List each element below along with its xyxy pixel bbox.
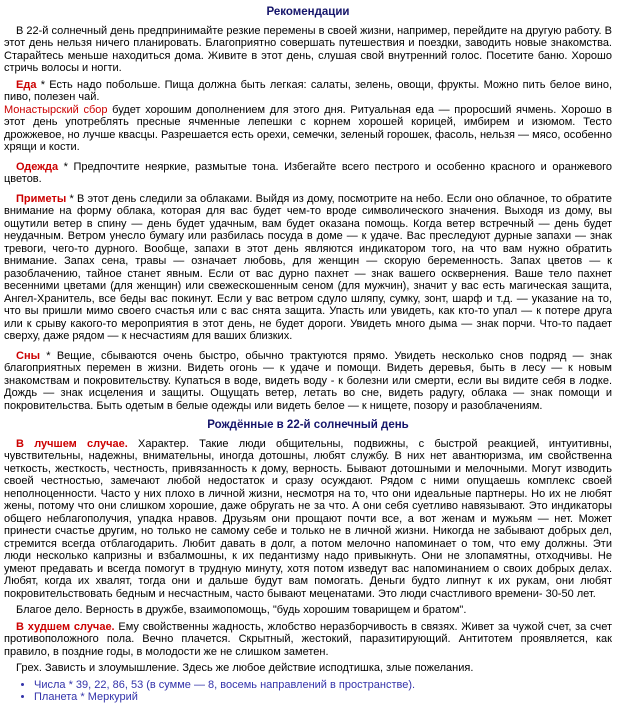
- dreams-text: * Вещие, сбываются очень быстро, обычно трактуются прямо. Увидеть несколько снов подряд — знак благоприятных перемен в жизни. Видеть огонь — к удаче и помощи. Видеть деревья, быть в лесу — к новым знакомствам и покровительству. Купаться в воде, видеть воду - к болезни или смерти, если вы видите себя в лодке. Дождь — знак исцеления и защиты. Ощущать ветер, летать во сне, видеть радугу, облака — знак помощи и покровительства. Быть одетым в белые одежды или видеть белое — к нищете, позору и разоблачениям.: [4, 349, 612, 412]
- omens-section: [4, 193, 612, 343]
- recommendations-heading: Рекомендации: [266, 6, 350, 18]
- attributes-list: [4, 679, 612, 704]
- intro-paragraph: В 22-й солнечный день предпринимайте резкие перемены в своей жизни, например, перейдите на другую работу. В этот день нельзя ничего планировать. Благоприятно совершать путешествия и поездки, заводить новые знакомства. Старайтесь меньше находиться дома. Живите в этот день, слушая свой внутренний голос. Посетите баню. Хорошо стричь волосы и ногти.: [4, 24, 612, 74]
- worst-case-paragraph: [4, 621, 612, 659]
- best-case-label: В лучшем случае.: [16, 437, 128, 450]
- best-case-note: Благое дело. Верность в дружбе, взаимопомощь, "будь хорошим товарищем и братом".: [16, 604, 467, 616]
- food-text-2: будет хорошим дополнением для этого дня. Ритуальная еда — проросший ячмень. Хорошо в этот день употреблять пресные ячменные лепешки с корнем хорошей корицей, имбирем и изюмом. Тесто дрожжевое, но лучше квасцы. Разрешается есть орехи, семечки, зеленый горошек, фасоль, нельзя — мясо, особенно хрящи и кости.: [4, 103, 612, 153]
- worst-case-label: В худшем случае.: [16, 620, 115, 633]
- clothes-text: * Предпочтите неяркие, размытые тона. Избегайте всего пестрого и особенно красного и оранжевого цветов.: [4, 160, 612, 185]
- clothes-label: Одежда: [16, 160, 59, 173]
- list-item-planet: • Планета * Меркурий: [34, 691, 612, 704]
- monastery-tea-link[interactable]: Монастырский сбор: [4, 103, 108, 116]
- worst-case-text: Ему свойственны жадность, жлобство неразборчивость в связях. Живет за чужой счет, за счет противоположного пола. Вечно плачется. Скрытный, жестокий, паразитирующий. Антитотем проявляется, как правило, в поздние годы, в молодости же не слишком заметен.: [4, 620, 612, 658]
- best-case-text: Характер. Такие люди общительны, подвижны, с быстрой реакцией, интуитивны, чувствительны, надежны, внимательны, иногда дотошны, любят службу. В них нет авантюризма, им свойственна четкость, жесткость, честность, привязанность к дому, верность. Бывают дотошными и мелочными. Могут изводить своей честностью, замечают любой недостаток и сразу осуждают. Рядом с ними опущаешь комплекс своей неполноценности. Часто у них плохо в личной жизни, несмотря на то, что они идеальные партнеры. Но их не любят жены, потому что они слишком хорошие, даже обругать не за что. А они себя суетливо навязывают. Это индикаторы общего неблагополучия, упадка нравов. Друзьям они прощают почти все, а вот женам и мужьям — нет. Может принести счастье другим, но только не самому себе и только не в личной жизни. Никогда не забывают добрых дел, стремится всегда отблагодарить. Любит давать в долг, а потом мелочно напоминает о том, что ему должны. Эти люди несколько капризны и взбалмошны, к их педантизму надо привыкнуть. Они не злопамятны, отходчивы. Не умеют предавать и всегда помогут в трудную минуту, хотя потом изведут вас напоминанием о своих добрых делах. Любят, когда их хвалят, тогда они и дальше будут вам помогать. Деньги будто липнут к их рукам, они любят покровительствовать бедным и несчастным, часто бывают меценатами. Это люди счастливого времени- 30-50 лет.: [4, 437, 612, 600]
- worst-case-note: Грех. Зависть и злоумышление. Здесь же любое действие исподтишка, злые пожелания.: [16, 662, 474, 674]
- omens-label: Приметы: [16, 192, 67, 205]
- dreams-label: Сны: [16, 349, 40, 362]
- omens-text: * В этот день следили за облаками. Выйдя из дому, посмотрите на небо. Если оно облачное, то обратите внимание на форму облака, которая для вас будет чем-то вроде символического значения. Выходя из дому, вы ощутили ветер в спину — день будет удачным, вам будет оказана помощь. Когда ветер встречный — день будет неудачным. Ветром унесло бумагу или разбилась посуда в доме — к удаче. Вас преследуют дурные запахи — знак тревоги, чего-то дурного. Вообще, запахи в этот день являются индикатором того, на что вам нужно обратить внимание. Запах сена, травы — означает любовь, для женщин — скорую беременность. Запах цветов — к разоблачению, тайное станет явным. Если от вас дурно пахнет — знак вашего осквернения. Ваше тело пахнет весенними цветами (для женщин) или свежескошенным сеном (для мужчин), значит у вас есть магическая защита, Ангел-Хранитель, все беды вас покинут. Если у вас ветром сдуло шляпу, сумку, зонт, шарф и т.д. — указание на то, что вы пришли мимо своего счастья или с вас снята защита. Упасть или увидеть, как кто-то упал — к потере друга или к срыву какого-то мероприятия в этот день, не будет дороги. Увидеть много дыма — знак порчи. Что-то падает сверху, даже рядом — к несчастиям для ваших близких.: [4, 192, 612, 342]
- food-label: Еда: [16, 78, 37, 91]
- food-section: [4, 79, 612, 154]
- list-item-numbers: • Числа * 39, 22, 86, 53 (в сумме — 8, восемь направлений в пространстве).: [34, 679, 612, 692]
- food-text-1: * Есть надо побольше. Пища должна быть легкая: салаты, зелень, овощи, фрукты. Можно пить белое вино, пиво, полезен чай.: [4, 78, 612, 103]
- best-case-paragraph: [4, 438, 612, 601]
- clothes-section: [4, 161, 612, 186]
- dreams-section: [4, 350, 612, 413]
- born-heading: Рождённые в 22-й солнечный день: [207, 419, 409, 431]
